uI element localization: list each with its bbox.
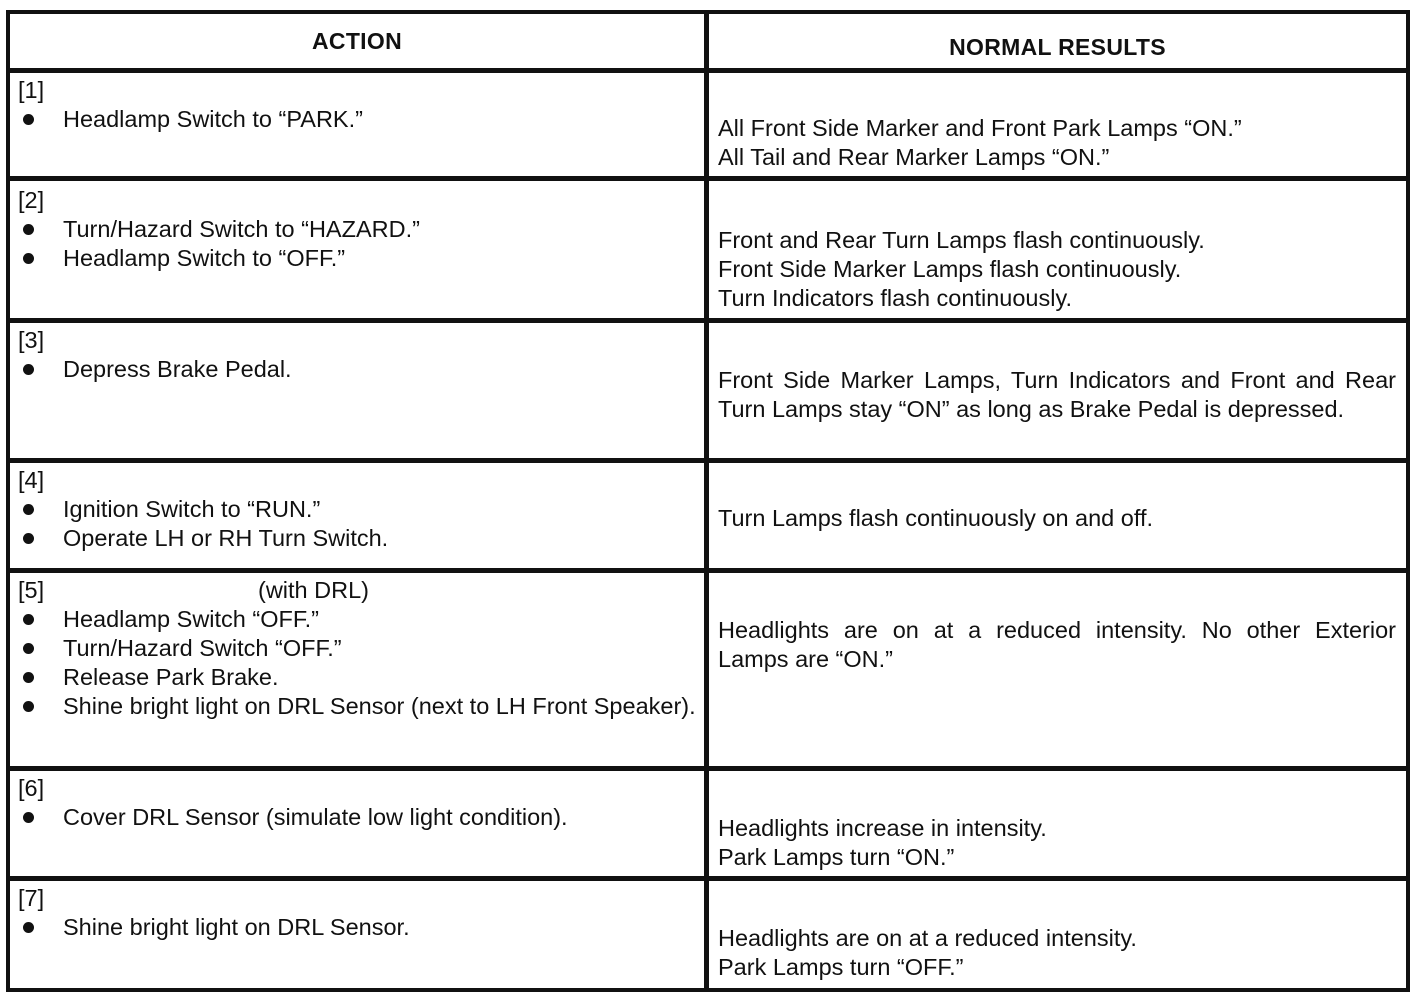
action-item: Release Park Brake. [18,663,698,692]
action-cell-2 [18,186,698,273]
step-number-label: [5] [18,577,45,603]
action-cell-7 [18,884,698,942]
result-line: Turn Lamps flash continuously on and off. [718,505,1154,531]
result-line: Front Side Marker Lamps, Turn Indicators and Front and Rear Turn Lamps stay “ON” as long as Brake Pedal is depressed. [718,367,1396,422]
result-cell-6 [718,814,1396,872]
result-line: All Tail and Rear Marker Lamps “ON.” [718,144,1110,170]
action-item: Headlamp Switch to “PARK.” [18,105,698,134]
step-number: [7] [18,885,45,911]
action-item: Cover DRL Sensor (simulate low light condition). [18,803,698,832]
result-line: Turn Indicators flash continuously. [718,285,1072,311]
result-line: Headlights are on at a reduced intensity. No other Exterior Lamps are “ON.” [718,617,1396,672]
action-item: Shine bright light on DRL Sensor (next to LH Front Speaker). [18,692,698,721]
action-column-header: ACTION [312,28,402,54]
column-divider [704,10,709,992]
action-cell-3 [18,326,698,384]
result-line: All Front Side Marker and Front Park Lamps “ON.” [718,115,1242,141]
result-line: Front and Rear Turn Lamps flash continuously. [718,227,1205,253]
step-number: [6] [18,775,45,801]
result-line: Park Lamps turn “OFF.” [718,954,964,980]
action-item: Ignition Switch to “RUN.” [18,495,698,524]
result-line: Headlights increase in intensity. [718,815,1047,841]
results-column-header: NORMAL RESULTS [949,34,1166,60]
step-number: [3] [18,327,45,353]
step-number: [4] [18,467,45,493]
step-number: [1] [18,77,45,103]
result-cell-4 [718,504,1396,533]
action-item: Headlamp Switch to “OFF.” [18,244,698,273]
step-note: (with DRL) [258,577,369,603]
row-divider [6,766,1410,771]
step-number [18,576,698,605]
row-divider [6,876,1410,881]
step-number: [2] [18,187,45,213]
row-divider [6,68,1410,73]
row-divider [6,176,1410,181]
action-cell-1 [18,76,698,134]
result-line: Front Side Marker Lamps flash continuously. [718,256,1182,282]
result-line: Headlights are on at a reduced intensity. [718,925,1137,951]
action-cell-5 [18,576,698,721]
row-divider [6,318,1410,323]
action-cell-4 [18,466,698,553]
action-item: Headlamp Switch “OFF.” [18,605,698,634]
result-cell-3 [718,366,1396,424]
action-item: Shine bright light on DRL Sensor. [18,913,698,942]
result-cell-5 [718,616,1396,674]
result-cell-1 [718,114,1396,172]
result-cell-2 [718,226,1396,313]
result-line: Park Lamps turn “ON.” [718,844,955,870]
action-item: Turn/Hazard Switch to “HAZARD.” [18,215,698,244]
row-divider [6,568,1410,573]
action-item: Turn/Hazard Switch “OFF.” [18,634,698,663]
action-cell-6 [18,774,698,832]
row-divider [6,458,1410,463]
action-item: Operate LH or RH Turn Switch. [18,524,698,553]
action-item: Depress Brake Pedal. [18,355,698,384]
result-cell-7 [718,924,1396,982]
